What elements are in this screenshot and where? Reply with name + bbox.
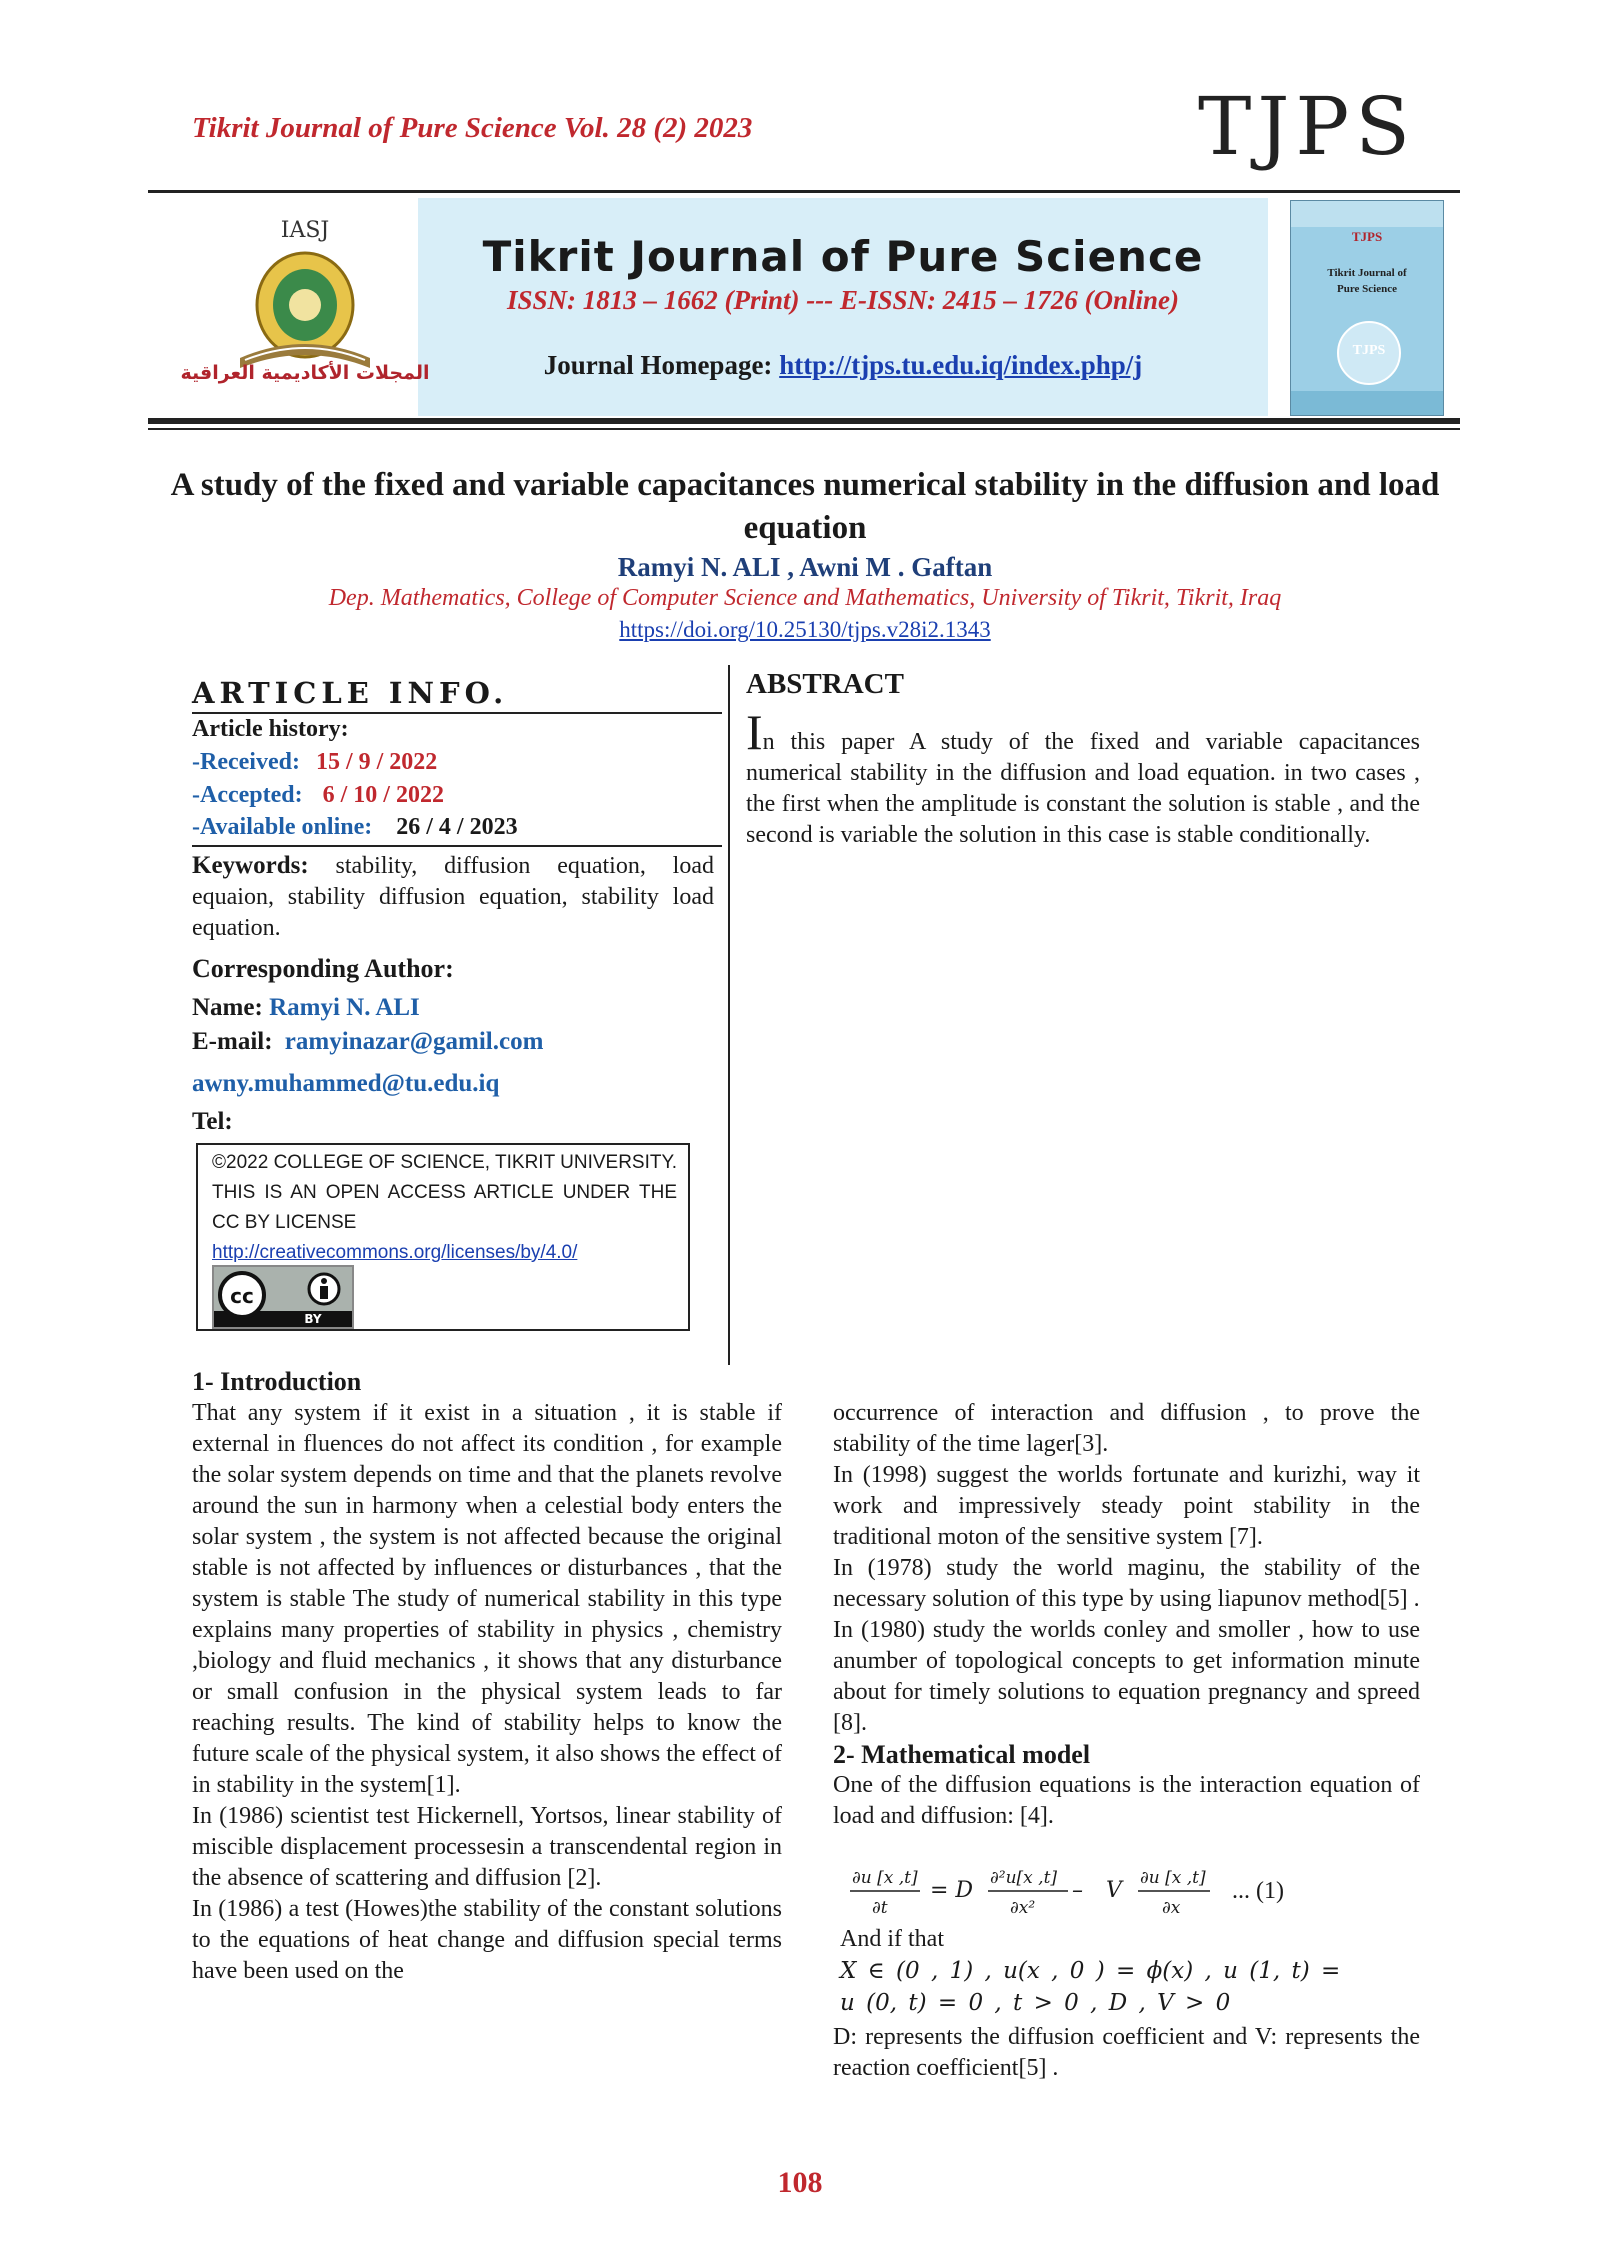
keywords-value: stability, diffusion equation, load equaion, stability diffusion equation, stability load equation. (192, 853, 714, 941)
abstract-text: n this paper A study of the fixed and variable capacitances numerical stability in the diffusion and load equation. in two cases , the first when the amplitude is constant the solution is stable , and the second is variable the solution in this case is stable conditionally. (746, 729, 1420, 848)
keywords-label: Keywords: (192, 852, 309, 879)
intro-heading: 1- Introduction (192, 1367, 362, 1396)
homepage-label: Journal Homepage: (543, 350, 780, 380)
article-info-heading: ARTICLE INFO. (192, 676, 509, 710)
banner-bottom-rule-thin (148, 428, 1460, 430)
abstract-heading: ABSTRACT (746, 668, 904, 700)
cover-emblem-text: TJPS (1352, 343, 1386, 358)
license-text-block (212, 1148, 677, 1268)
email-label: E-mail: (192, 1028, 273, 1055)
journal-homepage (418, 350, 1268, 381)
svg-text:∂²u[x ,t]: ∂²u[x ,t] (990, 1868, 1058, 1888)
article-info-rule-2 (192, 845, 722, 847)
condition-line-1: X ∈ (0 , 1) , u(x , 0 ) = ϕ(x) , u (1, t) = (840, 1958, 1341, 1984)
svg-text:V: V (1106, 1878, 1122, 1903)
page-number: 108 (777, 2166, 823, 2199)
article-doi[interactable] (150, 617, 1460, 643)
doi-link[interactable]: https://doi.org/10.25130/tjps.v28i2.1343 (619, 617, 991, 642)
right-paragraph-4: In (1980) study the worlds conley and smoller , how to use anumber of topological concepts to get information minute about for timely solutions to equation pregnancy and spreed [8]. (833, 1617, 1420, 1736)
model-heading: 2- Mathematical model (833, 1740, 1091, 1769)
svg-text:∂u [x ,t]: ∂u [x ,t] (1140, 1868, 1206, 1888)
article-history-label: Article history: (192, 716, 349, 742)
keywords-block (192, 850, 714, 944)
right-paragraph-3: In (1978) study the world maginu, the stability of the necessary solution of this type by using liapunov method[5] . (833, 1555, 1420, 1612)
cc-by-badge[interactable] (212, 1265, 354, 1329)
available-online-label: -Available online: (192, 814, 373, 840)
cover-emblem (1337, 321, 1401, 385)
svg-text:= D: = D (930, 1878, 974, 1903)
homepage-link[interactable]: http://tjps.tu.edu.iq/index.php/j (779, 350, 1143, 380)
intro-paragraph-3: In (1986) a test (Howes)the stability of the constant solutions to the equations of heat change and diffusion special terms have been used on the (192, 1896, 782, 1984)
article-affiliation: Dep. Mathematics, College of Computer Science and Mathematics, University of Tikrit, Tikrit, Iraq (328, 585, 1282, 611)
right-paragraph-2: In (1998) suggest the worlds fortunate and kurizhi, way it work and impressively steady point stability in the traditional moton of the sensitive system [7]. (833, 1462, 1420, 1550)
journal-name: Tikrit Journal of Pure Science (482, 232, 1204, 281)
intro-paragraph-1: That any system if it exist in a situation , it is stable if external in fluences do not affect its condition , for example the solar system depends on time and that the planets revolve around the sun in harmony when a celestial body enters the solar system , the system is not affected because the original stable is not affected by influences or disturbances , that the system is stable The study of numerical stability in this type explains many properties of stability in physics , chemistry ,biology and fluid mechanics , it shows that any disturbance or small confusion in the physical system leads to far reaching results. The kind of stability helps to know the future scale of the physical system, it also shows the effect of in stability in the system[1]. (192, 1400, 782, 1798)
abstract-drop-cap: I (746, 704, 763, 760)
name-label: Name: (192, 994, 263, 1021)
article-info-rule (192, 712, 722, 714)
email-row (192, 1028, 543, 1056)
corresponding-author-label: Corresponding Author: (192, 954, 454, 983)
intro-body (192, 1398, 782, 1987)
right-paragraph-1: occurrence of interaction and diffusion , to prove the stability of the time lager[3]. (833, 1400, 1420, 1457)
cover-title-line2: Pure Science (1337, 283, 1397, 295)
model-paragraph-1: One of the diffusion equations is the interaction equation of load and diffusion: [4]. (833, 1772, 1420, 1829)
banner-top-rule (148, 190, 1460, 193)
license-text: ©2022 COLLEGE OF SCIENCE, TIKRIT UNIVERSITY. THIS IS AN OPEN ACCESS ARTICLE UNDER THE CC BY LICENSE (212, 1152, 677, 1233)
intro-paragraph-2: In (1986) scientist test Hickernell, Yortsos, linear stability of miscible displacement processesin a transcendental region in the absence of scattering and diffusion [2]. (192, 1803, 782, 1891)
right-column-body (833, 1398, 1420, 1832)
iasj-logo (180, 210, 430, 390)
equation-1 (850, 1863, 1310, 1923)
email-value-2[interactable]: awny.muhammed@tu.edu.iq (192, 1070, 500, 1097)
accepted-value: 6 / 10 / 2022 (322, 782, 444, 808)
email-value-1[interactable]: ramyinazar@gamil.com (284, 1028, 544, 1055)
author-name-row (192, 994, 420, 1022)
article-authors: Ramyi N. ALI , Awni M . Gaftan (617, 552, 993, 582)
svg-text:∂u [x ,t]: ∂u [x ,t] (852, 1868, 918, 1888)
journal-abbrev: TJPS (1198, 80, 1417, 173)
svg-text:–: – (1072, 1878, 1083, 1903)
cc-by-label: BY (304, 1312, 322, 1326)
article-title: A study of the fixed and variable capacitances numerical stability in the diffusion and load equation (170, 467, 1440, 546)
accepted-label: -Accepted: (192, 782, 303, 808)
iasj-logo-text: IASJ (280, 218, 330, 243)
cover-title-abbrev: TJPS (1351, 229, 1383, 244)
and-if-text: And if that (840, 1926, 944, 1952)
journal-issn: ISSN: 1813 – 1662 (Print) --- E-ISSN: 2415 – 1726 (Online) (506, 285, 1180, 315)
abstract-text-block (746, 704, 1420, 851)
column-divider (728, 665, 730, 1365)
svg-text:∂x²: ∂x² (1010, 1898, 1036, 1918)
running-title: Tikrit Journal of Pure Science Vol. 28 (2) 2023 (192, 112, 753, 144)
model-paragraph-2: D: represents the diffusion coefficient and V: represents the reaction coefficient[5] . (833, 2024, 1420, 2081)
journal-cover (1290, 200, 1444, 416)
received-value: 15 / 9 / 2022 (315, 749, 438, 775)
svg-text:∂t: ∂t (872, 1898, 888, 1918)
svg-text:∂x: ∂x (1162, 1898, 1181, 1918)
name-value: Ramyi N. ALI (269, 994, 420, 1021)
tel-label: Tel: (192, 1108, 233, 1135)
banner-bottom-rule (148, 418, 1460, 424)
license-link[interactable]: http://creativecommons.org/licenses/by/4.0/ (212, 1242, 578, 1263)
received-label: -Received: (192, 749, 300, 775)
condition-line-2: u (0, t) = 0 , t > 0 , D , V > 0 (840, 1990, 1231, 2016)
iasj-arabic-caption: المجلات الأكاديمية العراقية (180, 362, 430, 384)
svg-text:cc: cc (230, 1284, 254, 1308)
equation-label: ... (1) (1232, 1878, 1284, 1904)
available-online-value: 26 / 4 / 2023 (396, 814, 518, 840)
cover-title-line1: Tikrit Journal of (1327, 267, 1407, 279)
